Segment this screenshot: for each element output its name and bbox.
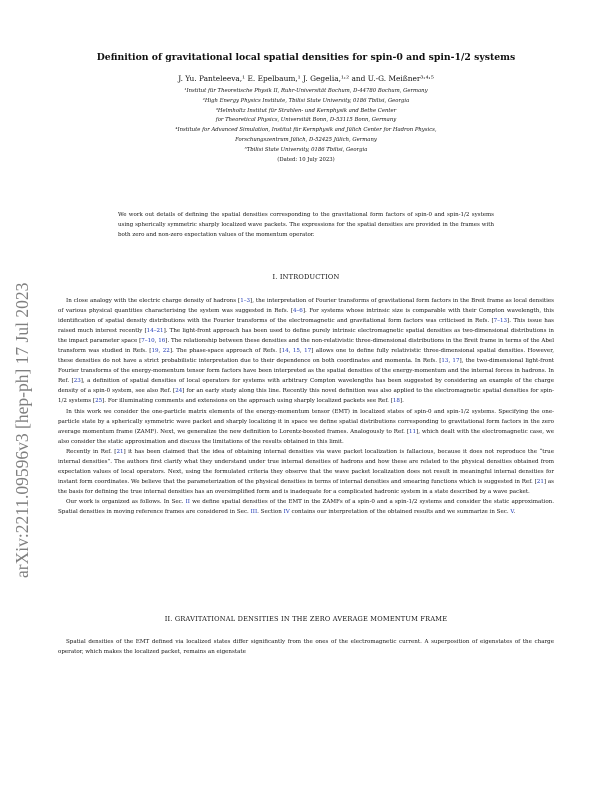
paragraph-text: ], the two-dimensional light-front Fourier transforms of the energy-momentum tensor form factors have been interpreted as the spatial densities of the energy-momentum and the internal forces in hadrons. In Ref. [ xyxy=(58,358,554,385)
paragraph-text: . Section xyxy=(257,508,284,515)
paragraph-text: Spatial densities of the EMT defined via localized states differ significantly from the ones of the electromagnetic current. A superposition of eigenstates of the charge operator, which makes the localized packet, remains an eigenstate xyxy=(58,639,554,656)
citation-link[interactable]: 25 xyxy=(95,398,103,405)
arxiv-side-stamp xyxy=(10,220,34,580)
affiliation: ⁵Tbilisi State University, 0186 Tbilisi, Georgia xyxy=(244,146,368,153)
paragraph-text: ] as the basis for defining the true internal densities has an oversimplified form and is inadequate for a complicated hadronic system in a state described by a wave packet. xyxy=(58,478,554,495)
citation-link[interactable]: 16 xyxy=(158,338,166,345)
paragraph-text: , xyxy=(448,358,453,365)
paragraph-text: ], which dealt with the electromagnetic case, we also consider the static approximation and discuss the limitations of the results obtained in this limit. xyxy=(58,428,554,445)
citation-link[interactable]: 19 xyxy=(151,348,159,355)
paragraph-text: ] for an early study along this line. Recently this novel definition was also applied to the electromagnetic spatial densities for spin-1/2 systems [ xyxy=(58,388,555,405)
section-body-gravitational-densities xyxy=(58,637,554,657)
citation-link[interactable]: 14 xyxy=(281,348,289,355)
paragraph-text: ], a definition of spatial densities of local operators for systems with arbitrary Compton wavelengths has been suggested by considering an example of the charge density of a spin-0 system, see also Ref. [ xyxy=(58,378,554,395)
paragraph-text: ]. For illuminating comments and extensions on the approach using sharply localized packets see Ref. [ xyxy=(102,398,393,405)
citation-link[interactable]: 11 xyxy=(409,428,417,435)
affiliation: ¹Institut für Theoretische Physik II, Ruhr-Universität Bochum, D-44780 Bochum, Germany xyxy=(184,88,428,94)
paragraph xyxy=(58,407,554,447)
paragraph xyxy=(58,637,554,657)
affiliations xyxy=(90,87,522,165)
paragraph-text: ]. The light-front approach has been used to define purely intrinsic electromagnetic spatial densities as two-dimensional distributions in the impact parameter space [ xyxy=(58,328,554,345)
citation-link[interactable]: 18 xyxy=(392,398,400,405)
paragraph-text: ], the interpretation of Fourier transforms of gravitational form factors in the Breit frame as local densities of various physical quantities characterising the system was suggested in Refs. [ xyxy=(58,298,554,315)
affiliation: for Theoretical Physics, Universität Bonn, D-53115 Bonn, Germany xyxy=(215,117,397,124)
citation-link[interactable]: 21 xyxy=(536,478,544,485)
citation-link[interactable]: III xyxy=(250,508,258,515)
citation-link[interactable]: 22 xyxy=(162,348,170,355)
paragraph-text: , xyxy=(288,348,293,355)
citation-link[interactable]: 23 xyxy=(73,378,81,385)
citation-link[interactable]: 7–13 xyxy=(493,318,508,325)
paragraph-text: . xyxy=(513,508,516,515)
paragraph xyxy=(58,447,554,497)
paragraph-text: we define spatial densities of the EMT in the ZAMFs of a spin-0 and a spin-1/2 systems and consider the static approximation. Spatial densities in moving reference frames are considered in Sec. xyxy=(58,498,554,515)
section-body-introduction xyxy=(58,296,554,517)
citation-link[interactable]: 4–6 xyxy=(293,308,303,315)
paper-title: Definition of gravitational local spatial densities for spin-0 and spin-1/2 systems xyxy=(96,52,516,63)
paragraph-text: In close analogy with the electric charge density of hadrons [ xyxy=(66,298,241,304)
abstract: We work out details of defining the spatial densities corresponding to the gravitational form factors of spin-0 and spin-1/2 systems using spherically symmetric sharply localized wave packets. The expressions for the spatial densities are provided in the frames with both zero and non-zero expectation values of the momentum operator. xyxy=(118,212,494,238)
section-heading-gravitational-densities: II. GRAVITATIONAL DENSITIES IN THE ZERO AVERAGE MOMENTUM FRAME xyxy=(164,615,448,623)
citation-link[interactable]: 14–21 xyxy=(146,328,164,335)
author-list: J. Yu. Panteleeva,¹ E. Epelbaum,¹ J. Gegelia,¹˒² and U.-G. Meißner³˒⁴˒⁵ xyxy=(178,74,434,83)
citation-link[interactable]: 13 xyxy=(441,358,449,365)
paragraph-text: ]. xyxy=(399,398,404,405)
paragraph-text: ] it has been claimed that the idea of obtaining internal densities via wave packet localization is fallacious, because it does not reproduce the “true internal densities”. The authors first clarify what they understand under true internal densities of hadrons and how these are related to the physical densities obtained from expectation values of local operators. Next, using the formulated criteria they observe that the wave packet localization does not result in meaningful internal densities for instant form coordinates. We believe that the parameterization of the physical densities in terms of internal densities and smearing functions which is suggested in Ref. [ xyxy=(58,448,554,485)
citation-link[interactable]: IV xyxy=(283,508,290,515)
citation-link[interactable]: 17 xyxy=(304,348,312,355)
paragraph-text: ]. This issue has raised much interest recently [ xyxy=(58,318,554,335)
paragraph-text: , xyxy=(154,338,159,345)
paragraph-text: Our work is organized as follows. In Sec. xyxy=(66,498,186,505)
paragraph-text: Recently in Ref. [ xyxy=(66,448,117,455)
citation-link[interactable]: 15 xyxy=(292,348,300,355)
paragraph-text: ]. The phase-space approach of Refs. [ xyxy=(169,348,282,355)
paragraph-text: ]. The relationship between these densities and the non-relativistic three-dimensional distributions in the Breit frame in terms of the Abel transform was studied in Refs. [ xyxy=(58,338,554,355)
affiliation: ²High Energy Physics Institute, Tbilisi State University, 0186 Tbilisi, Georgia xyxy=(202,97,410,104)
arxiv-identifier: arXiv:2211.09596v3 [hep-ph] 17 Jul 2023 xyxy=(12,282,32,578)
paragraph-text: , xyxy=(158,348,163,355)
paragraph-text: ] allows one to define fully relativistic three-dimensional spatial densities. However, these densities do not have a strict probabilistic interpretation due to their dependence on both coordinates and momenta. In Refs. [ xyxy=(58,348,555,365)
citation-link[interactable]: 1–3 xyxy=(240,298,251,304)
paragraph-text: ]. For systems whose intrinsic size is comparable with their Compton wavelength, this identification of spatial density distributions with the Fourier transforms of the electromagnetic and gravitational form factors was criticised in Refs. [ xyxy=(58,308,554,325)
date-line: (Dated: 10 July 2023) xyxy=(277,156,335,163)
citation-link[interactable]: V xyxy=(510,508,514,515)
paragraph xyxy=(58,296,554,407)
paragraph-text: , xyxy=(299,348,305,355)
paragraph-text: In this work we consider the one-particle matrix elements of the energy-momentum tensor (EMT) in localized states of spin-0 and spin-1/2 systems. Specifying the one-particle state by a spherically symmetric wave packet and sharply localizing it in space we define spatial distributions corresponding to gravitational form factors in the zero average momentum frame (ZAMF). Next, we generalize the new definition to Lorentz-boosted frames. Analogously to Ref. [ xyxy=(58,408,554,435)
citation-link[interactable]: 21 xyxy=(116,448,124,455)
citation-link[interactable]: 24 xyxy=(175,388,183,395)
affiliation: Forschungszentrum Jülich, D-52425 Jülich, Germany xyxy=(235,136,377,143)
paragraph-text: contains our interpretation of the obtained results and we summarize in Sec. xyxy=(289,508,511,515)
citation-link[interactable]: 17 xyxy=(452,358,460,365)
citation-link[interactable]: 7–10 xyxy=(141,338,155,345)
affiliation: ³Helmholtz Institut für Strahlen- und Kernphysik and Bethe Center xyxy=(215,107,397,114)
paragraph xyxy=(58,497,554,517)
section-heading-introduction: I. INTRODUCTION xyxy=(272,273,340,281)
affiliation: ⁴Institute for Advanced Simulation, Institut für Kernphysik and Jülich Center for Hadron Physics, xyxy=(175,127,437,134)
citation-link[interactable]: II xyxy=(185,498,190,505)
